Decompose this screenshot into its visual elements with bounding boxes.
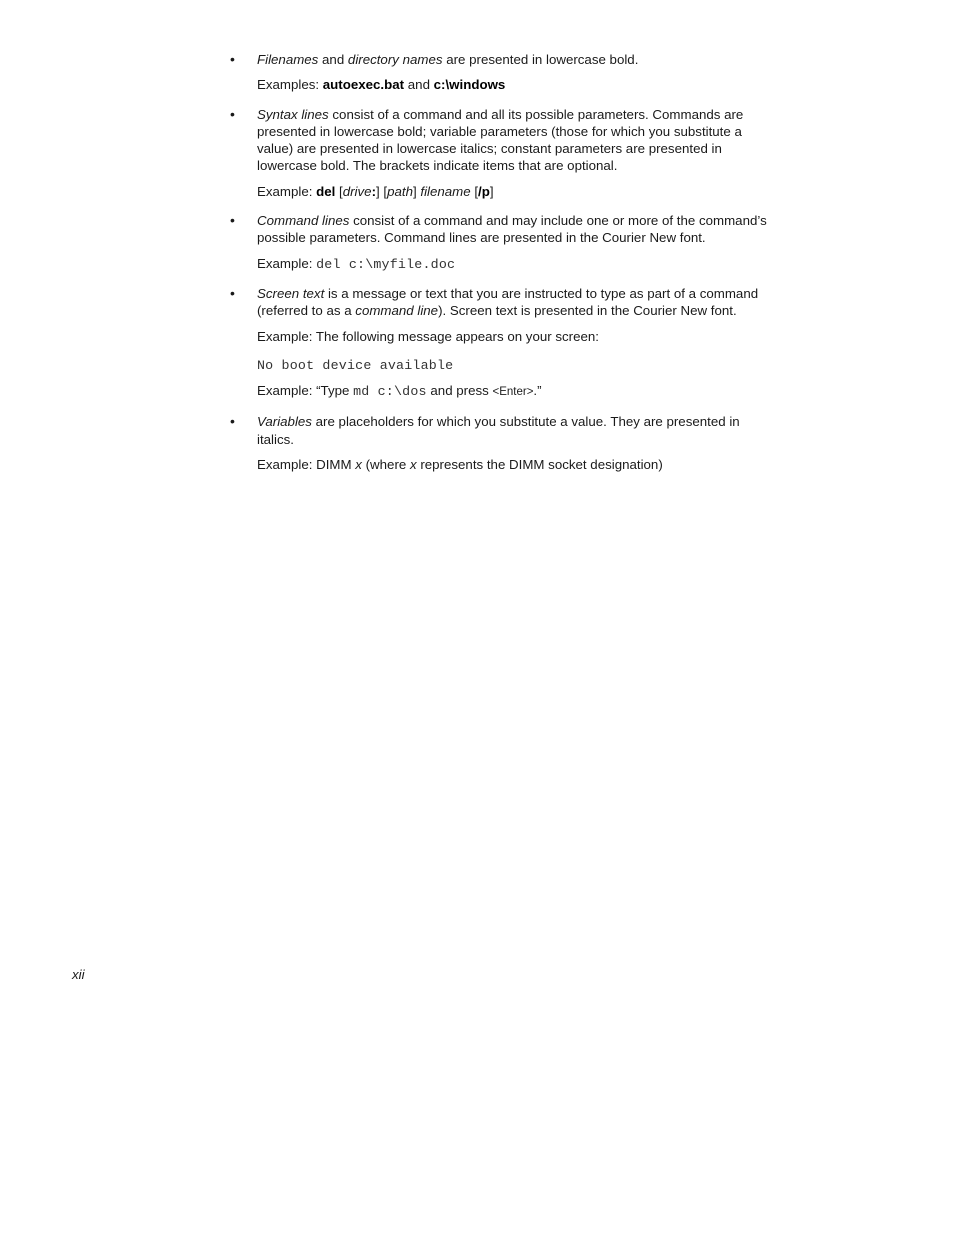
item-description: Command lines consist of a command and may include one or more of the command’s possible parameters. Command lines are presented in the Courier New font. [257, 213, 767, 246]
term: Variables [257, 414, 312, 430]
bold-example: c:\windows [433, 77, 506, 93]
term: Syntax lines [257, 106, 329, 122]
list-item-screen-text [230, 284, 769, 401]
item-description: Variables are placeholders for which you substitute a value. They are presented in italics. [257, 414, 740, 447]
bullet: • [230, 413, 235, 430]
item-description: Syntax lines consist of a command and all its possible parameters. Commands are presented in lowercase bold; variable parameters (those for which you substitute a value) are presented in lowercase italics; constant parameters are presented in lowercase bold. The brackets indicate items that are optional. [257, 106, 744, 174]
item-description: Filenames and directory names are presented in lowercase bold. [257, 52, 639, 67]
bullet: • [230, 105, 235, 122]
list-item-filenames [230, 51, 769, 94]
bold-example: autoexec.bat [322, 77, 405, 93]
term: command line [355, 303, 439, 319]
item-example: Example: “Type md c:\dos and press <Enter>.” [257, 383, 542, 400]
list-item-command-lines [230, 212, 769, 273]
item-example: Example: The following message appears on your screen: [257, 328, 599, 344]
key-name: <Enter> [492, 386, 534, 399]
item-example: Example: del c:\myfile.doc [257, 255, 456, 272]
item-example: Examples: autoexec.bat and c:\windows [257, 77, 506, 93]
term: Command lines [257, 213, 350, 229]
page-number: xii [72, 967, 85, 982]
conventions-list [230, 51, 769, 485]
bullet: • [230, 212, 235, 229]
term: Screen text [257, 285, 325, 301]
item-description: Screen text is a message or text that you are instructed to type as part of a command (referred to as a command line). Screen text is presented in the Courier New font. [257, 285, 759, 319]
screen-message: No boot device available [257, 357, 454, 373]
item-example: Example: DIMM x (where x represents the DIMM socket designation) [257, 457, 663, 473]
item-example: Example: del [drive:] [path] filename [/p] [257, 183, 494, 199]
list-item-syntax-lines [230, 105, 769, 200]
code-example: del c:\myfile.doc [316, 256, 456, 272]
code-example: md c:\dos [353, 384, 427, 400]
term: Filenames [257, 52, 319, 67]
bullet: • [230, 51, 235, 67]
bullet: • [230, 284, 235, 301]
term: directory names [347, 52, 443, 67]
list-item-variables [230, 413, 769, 473]
